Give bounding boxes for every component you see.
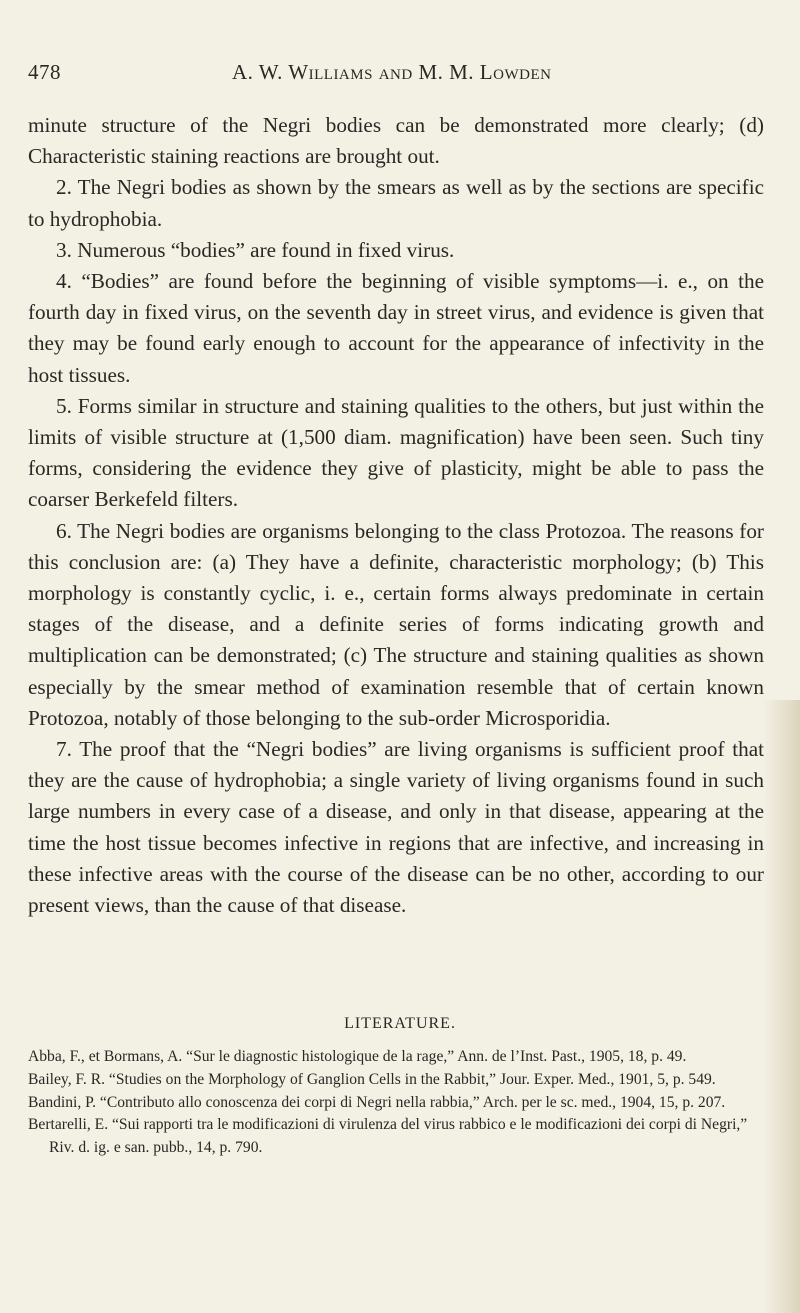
paragraph-continued: minute structure of the Negri bodies can be demonstrated more clearly; (d) Characteristic staining reactions are brought out. xyxy=(28,113,764,169)
reference-item: Bandini, P. “Contributo allo conoscenza dei corpi di Negri nella rabbia,” Arch. per le sc. med., 1904, 15, p. 207. xyxy=(28,1093,726,1111)
reference-item: Bailey, F. R. “Studies on the Morphology of Ganglion Cells in the Rabbit,” Jour. Exper. Med., 1901, 5, p. 549. xyxy=(28,1070,716,1088)
conclusion-3: 3. Numerous “bodies” are found in fixed virus. xyxy=(56,237,455,262)
reference-item: Abba, F., et Bormans, A. “Sur le diagnostic histologique de la rage,” Ann. de l’Inst. Past., 1905, 18, p. 49. xyxy=(28,1048,687,1065)
literature-list xyxy=(28,1046,764,1160)
running-head xyxy=(28,60,628,90)
conclusion-6: 6. The Negri bodies are organisms belonging to the class Protozoa. The reasons for this conclusion are: (a) They have a definite, characteristic morphology; (b) This morphology is constantly cyclic, i. e., certain forms always predominate in certain stages of the disease, and a definite series of forms indicating growth and multiplication can be demonstrated; (c) The structure and staining qualities as shown especially by the smear method of examination resemble that of certain known Protozoa, notably of those belonging to the sub-order Microsporidia. xyxy=(28,518,764,730)
literature-heading: LITERATURE. xyxy=(344,1015,456,1032)
reference-item: Bertarelli, E. “Sui rapporti tra le modificazioni di virulenza del virus rabbico e le modificazioni dei corpi di Negri,” Riv. d. ig. e san. pubb., 14, p. 790. xyxy=(28,1116,748,1157)
running-head-title: A. W. Williams and M. M. Lowden xyxy=(232,60,552,84)
conclusion-7: 7. The proof that the “Negri bodies” are living organisms is sufficient proof that they are the cause of hydrophobia; a single variety of living organisms found in such large numbers in every case of a disease, and only in that disease, appearing at the time the host tissue becomes infective in regions that are infective, and increasing in these infective areas with the course of the disease can be no other, according to our present views, than the cause of that disease. xyxy=(28,737,764,918)
conclusion-5: 5. Forms similar in structure and staining qualities to the others, but just within the limits of visible structure at (1,500 diam. magnification) have been seen. Such tiny forms, considering the evidence they give of plasticity, might be able to pass the coarser Berkefeld filters. xyxy=(28,393,764,512)
conclusion-2: 2. The Negri bodies as shown by the smears as well as by the sections are specific to hydrophobia. xyxy=(28,175,764,231)
body-text xyxy=(28,110,764,921)
page-edge-shadow xyxy=(764,700,800,1313)
conclusion-4: 4. “Bodies” are found before the beginning of visible symptoms—i. e., on the fourth day in fixed virus, on the seventh day in street virus, and evidence is given that they may be found early enough to account for the appearance of infectivity in the host tissues. xyxy=(28,269,764,387)
page-number: 478 xyxy=(28,60,61,84)
